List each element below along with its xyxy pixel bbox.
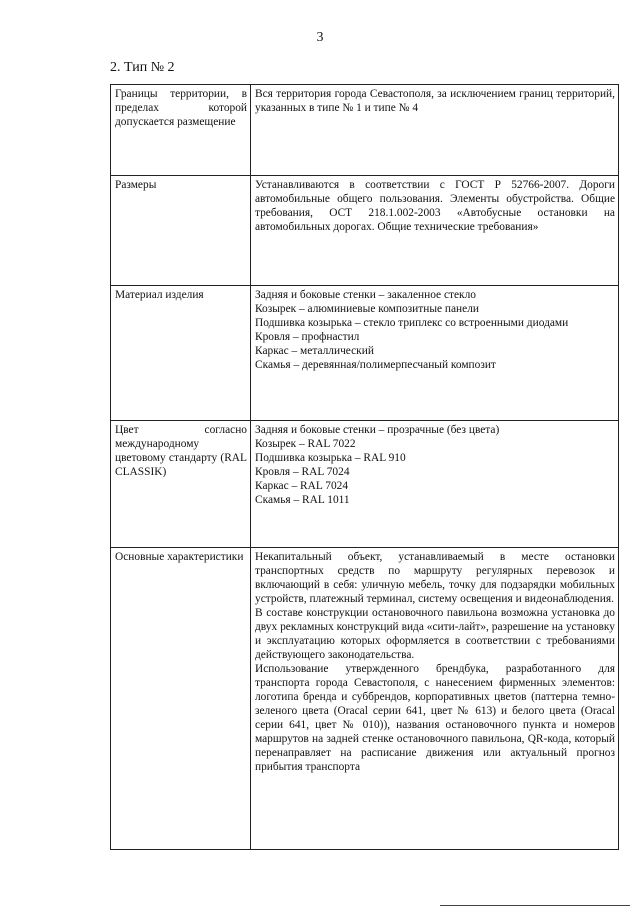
table-row-material [111,286,619,421]
table-row-color [111,421,619,548]
characteristics-paragraph-1: Некапитальный объект, устанавливаемый в месте остановки транспортных средств по маршруту регулярных перевозок и включающий в себя: уличную мебель, точку для подзарядки мобильных устройств, платежный терминал, систему освещения и видеонаблюдения. [255,551,615,605]
material-line-bench: Скамья – деревянная/полимерпесчаный композит [255,359,496,371]
section-title: 2. Тип № 2 [110,60,175,75]
row-value-material [251,286,619,421]
boundaries-text: Вся территория города Севастополя, за исключением границ территорий, указанных в типе № 1 и типе № 4 [255,88,615,114]
color-line-bench: Скамья – RAL 1011 [255,494,350,506]
table-row-dimensions [111,176,619,286]
row-value-boundaries [251,85,619,176]
type-2-spec-table [110,84,619,850]
row-value-dimensions [251,176,619,286]
row-label-characteristics: Основные характеристики [111,548,251,850]
row-label-material: Материал изделия [111,286,251,421]
page-number: 3 [316,30,324,45]
table-row-boundaries [111,85,619,176]
material-line-walls: Задняя и боковые стенки – закаленное стекло [255,289,476,301]
footer-divider [440,905,630,906]
row-label-color: Цвет согласно международному цветовому стандарту (RAL CLASSIK) [111,421,251,548]
characteristics-paragraph-3: Использование утвержденного брендбука, разработанного для транспорта города Севастополя, с нанесением фирменных элементов: логотипа бренда и суббрендов, корпоративных цветов (паттерна темно-зеленого цвета (Oracal серии 641, цвет № 613) и белого цвета (Oracal серии 641, цвет № 010)), названия остановочного пункта и номеров маршрутов на задней стенке остановочного павильона, QR-кода, который перенаправляет на расписание движения или актуальный прогноз прибытия транспорта [255,663,615,773]
characteristics-paragraph-2: В составе конструкции остановочного павильона возможна установка до двух рекламных конструкций вида «сити-лайт», разрешение на установку и эксплуатацию которых оформляется в соответствии с требованиями действующего законодательства. [255,607,615,661]
color-line-frame: Каркас – RAL 7024 [255,480,349,492]
material-line-roof: Кровля – профнастил [255,331,360,343]
color-line-canopy: Козырек – RAL 7022 [255,438,356,450]
row-label-boundaries: Границы территории, в пределах которой допускается размещение [111,85,251,176]
color-line-roof: Кровля – RAL 7024 [255,466,350,478]
dimensions-text: Устанавливаются в соответствии с ГОСТ Р 52766-2007. Дороги автомобильные общего пользования. Элементы обустройства. Общие требования, ОСТ 218.1.002-2003 «Автобусные остановки на автомобильных дорогах. Общие технические требования» [255,179,615,233]
material-line-frame: Каркас – металлический [255,345,374,357]
row-value-color [251,421,619,548]
color-line-walls: Задняя и боковые стенки – прозрачные (без цвета) [255,424,500,436]
color-line-canopy-lining: Подшивка козырька – RAL 910 [255,452,406,464]
table-row-characteristics [111,548,619,850]
row-label-dimensions: Размеры [111,176,251,286]
material-line-canopy: Козырек – алюминиевые композитные панели [255,303,479,315]
row-value-characteristics [251,548,619,850]
material-line-canopy-lining: Подшивка козырька – стекло триплекс со встроенными диодами [255,317,569,329]
